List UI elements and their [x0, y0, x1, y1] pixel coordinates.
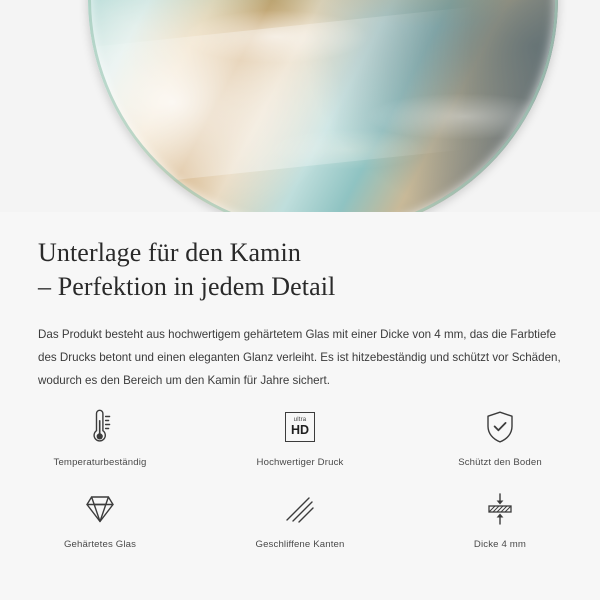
- product-description-text: Das Produkt besteht aus hochwertigem gehärtetem Glas mit einer Dicke von 4 mm, das die Farbtiefe des Drucks betont und einen eleganten Glanz verleiht. Es ist hitzebeständig und schützt vor Schäden, wodurch es den Bereich um den Kamin für Jahre sichert.: [38, 327, 561, 387]
- ultra-hd-badge-icon: [285, 406, 315, 448]
- feature-item-tempered-glass: [0, 480, 200, 562]
- page-title-line-1: Unterlage für den Kamin: [38, 238, 301, 267]
- thickness-arrows-icon: [483, 488, 517, 530]
- badge-top-text: ultra: [293, 417, 307, 424]
- polished-edges-icon: [283, 488, 317, 530]
- badge-bottom-text: HD: [290, 423, 310, 438]
- thermometer-icon: [83, 406, 117, 448]
- glass-board-image: [88, 0, 558, 212]
- shield-check-icon: [483, 406, 517, 448]
- feature-grid: [0, 398, 600, 562]
- feature-label: Dicke 4 mm: [473, 539, 527, 550]
- page-title-line-2: – Perfektion in jedem Detail: [38, 272, 336, 302]
- feature-item-thickness: [400, 480, 600, 562]
- feature-label: Temperaturbeständig: [53, 457, 147, 468]
- feature-item-temperature-resistant: [0, 398, 200, 480]
- feature-label: Gehärtetes Glas: [63, 539, 137, 550]
- text-block: [0, 212, 600, 392]
- feature-label: Hochwertiger Druck: [256, 457, 344, 468]
- diamond-icon: [82, 488, 118, 530]
- page-title: [38, 236, 562, 305]
- feature-item-floor-protection: [400, 398, 600, 480]
- hero-image: [0, 0, 600, 212]
- feature-item-polished-edges: [200, 480, 400, 562]
- feature-label: Geschliffene Kanten: [255, 539, 345, 550]
- feature-item-high-quality-print: [200, 398, 400, 480]
- feature-label: Schützt den Boden: [458, 457, 542, 468]
